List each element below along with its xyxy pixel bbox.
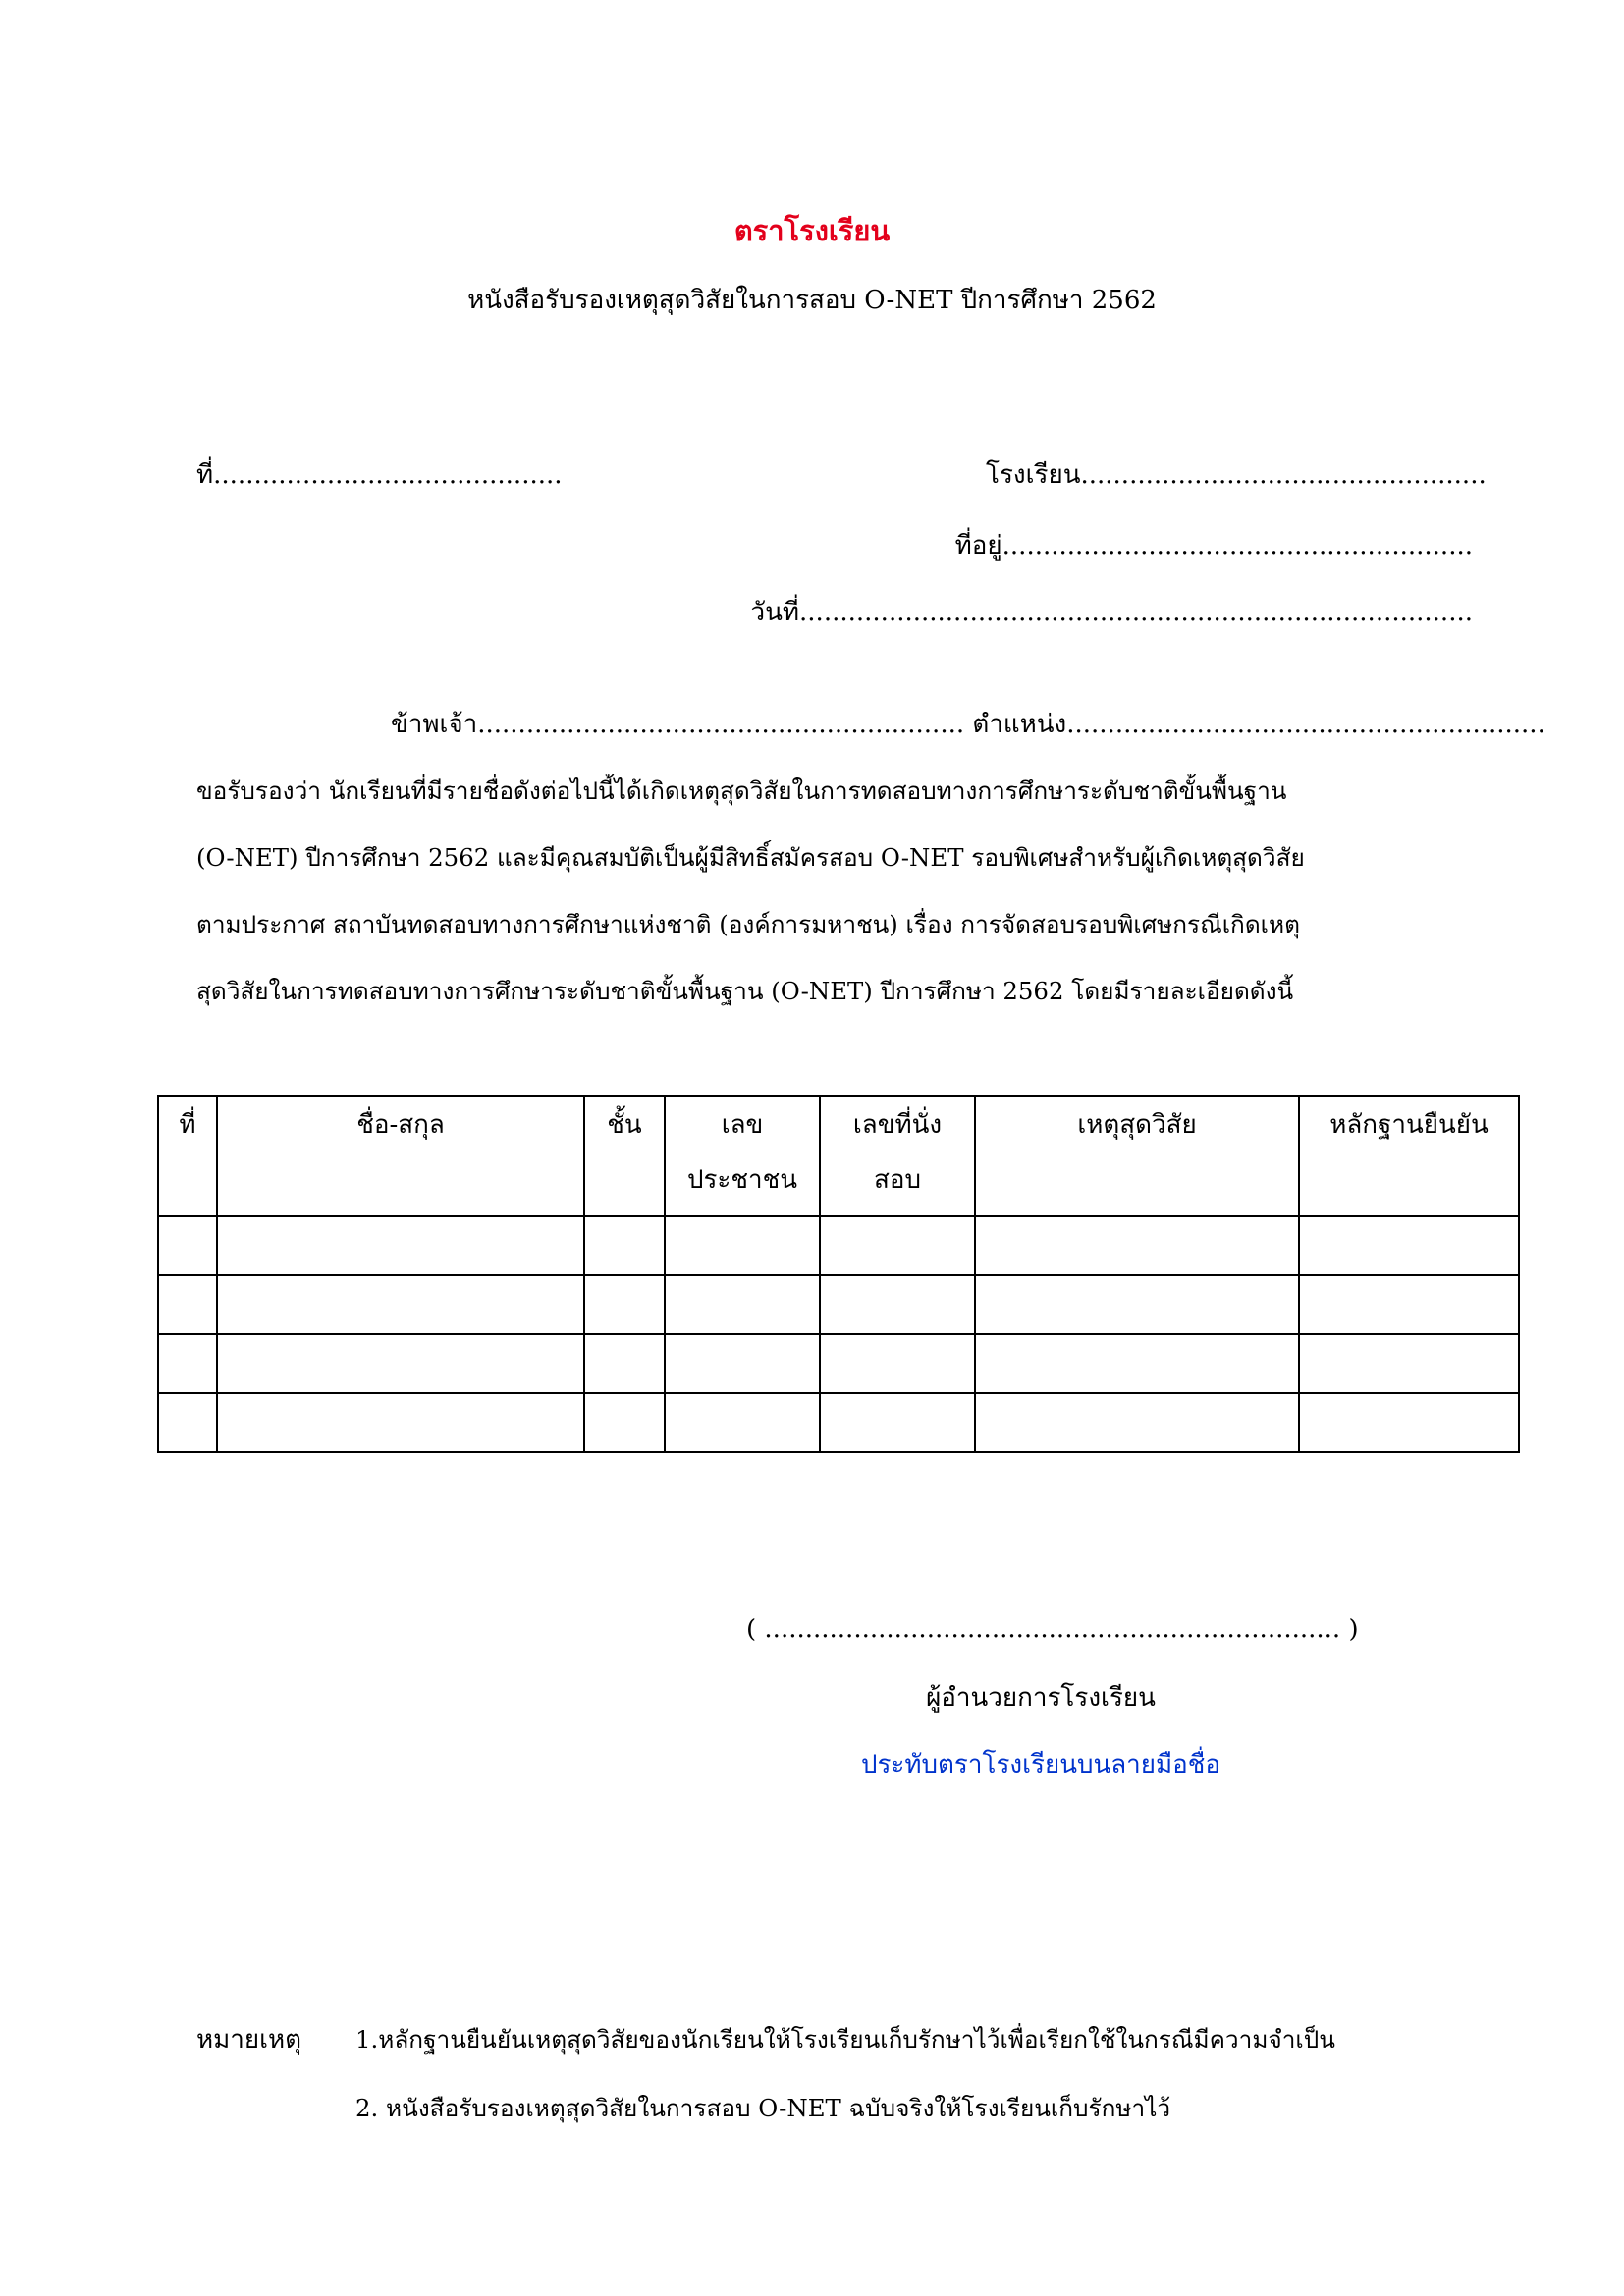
statement-line: ขอรับรองว่า นักเรียนที่มีรายชื่อดังต่อไปนี้ได้เกิดเหตุสุดวิสัยในการทดสอบทางการศึกษาระดับชาติขั้นพื้นฐาน — [196, 776, 1287, 805]
table-cell[interactable] — [975, 1275, 1299, 1334]
table-cell[interactable] — [1299, 1393, 1519, 1452]
table-cell[interactable] — [158, 1393, 217, 1452]
table-cell[interactable] — [820, 1334, 975, 1393]
notes-label: หมายเหตุ — [196, 2025, 302, 2055]
table-cell[interactable] — [217, 1393, 584, 1452]
declarant-line: ข้าพเจ้า............................................................ ตำแหน่ง........................................................... — [391, 710, 1545, 739]
column-header-seat-number: เลขที่นั่งสอบ — [820, 1096, 975, 1216]
table-cell[interactable] — [975, 1334, 1299, 1393]
table-cell[interactable] — [665, 1334, 820, 1393]
table-cell[interactable] — [975, 1216, 1299, 1275]
address-field: ที่อยู่.......................................................... — [954, 531, 1473, 561]
column-header-grade: ชั้น — [584, 1096, 665, 1216]
document-title: หนังสือรับรองเหตุสุดวิสัยในการสอบ O-NET ปีการศึกษา 2562 — [467, 286, 1157, 315]
table-cell[interactable] — [665, 1275, 820, 1334]
table-cell[interactable] — [975, 1393, 1299, 1452]
table-cell[interactable] — [584, 1393, 665, 1452]
statement-line: ตามประกาศ สถาบันทดสอบทางการศึกษาแห่งชาติ (องค์การมหาชน) เรื่อง การจัดสอบรอบพิเศษกรณีเกิดเหตุ — [196, 910, 1300, 938]
table-row — [158, 1275, 1519, 1334]
table-row — [158, 1334, 1519, 1393]
column-header-no: ที่ — [158, 1096, 217, 1216]
table-cell[interactable] — [584, 1216, 665, 1275]
table-cell[interactable] — [584, 1334, 665, 1393]
stamp-instruction: ประทับตราโรงเรียนบนลายมือชื่อ — [860, 1750, 1221, 1780]
column-header-evidence: หลักฐานยืนยัน — [1299, 1096, 1519, 1216]
table-cell[interactable] — [820, 1393, 975, 1452]
note-item: 1.หลักฐานยืนยันเหตุสุดวิสัยของนักเรียนให้โรงเรียนเก็บรักษาไว้เพื่อเรียกใช้ในกรณีมีความจำเป็น — [355, 2025, 1335, 2054]
table-cell[interactable] — [158, 1216, 217, 1275]
table-cell[interactable] — [217, 1216, 584, 1275]
signature-line: ( ....................................................................... ) — [746, 1615, 1359, 1644]
date-field: วันที่................................................................................... — [750, 598, 1473, 627]
table-cell[interactable] — [820, 1275, 975, 1334]
statement-line: สุดวิสัยในการทดสอบทางการศึกษาระดับชาติขั้นพื้นฐาน (O-NET) ปีการศึกษา 2562 โดยมีรายละเอียดดังนี้ — [196, 977, 1294, 1005]
table-cell[interactable] — [158, 1275, 217, 1334]
note-item: 2. หนังสือรับรองเหตุสุดวิสัยในการสอบ O-NET ฉบับจริงให้โรงเรียนเก็บรักษาไว้ — [355, 2094, 1171, 2122]
table-cell[interactable] — [1299, 1334, 1519, 1393]
table-cell[interactable] — [158, 1334, 217, 1393]
column-header-force-majeure: เหตุสุดวิสัย — [975, 1096, 1299, 1216]
school-name-field: โรงเรียน.................................................. — [986, 460, 1487, 490]
table-cell[interactable] — [584, 1275, 665, 1334]
student-table — [157, 1095, 1520, 1453]
table-cell[interactable] — [665, 1393, 820, 1452]
table-row — [158, 1216, 1519, 1275]
table-header-row — [158, 1096, 1519, 1216]
table-row — [158, 1393, 1519, 1452]
table-cell[interactable] — [217, 1334, 584, 1393]
statement-line: (O-NET) ปีการศึกษา 2562 และมีคุณสมบัติเป็นผู้มีสิทธิ์สมัครสอบ O-NET รอบพิเศษสำหรับผู้เกิดเหตุสุดวิสัย — [196, 843, 1305, 872]
table-cell[interactable] — [665, 1216, 820, 1275]
reference-number-field: ที่........................................... — [196, 460, 563, 490]
table-cell[interactable] — [1299, 1216, 1519, 1275]
column-header-id-number: เลขประชาชน — [665, 1096, 820, 1216]
table-cell[interactable] — [1299, 1275, 1519, 1334]
column-header-name: ชื่อ-สกุล — [217, 1096, 584, 1216]
table-cell[interactable] — [820, 1216, 975, 1275]
school-seal-label: ตราโรงเรียน — [733, 214, 891, 247]
table-cell[interactable] — [217, 1275, 584, 1334]
signatory-title: ผู้อำนวยการโรงเรียน — [926, 1683, 1156, 1713]
